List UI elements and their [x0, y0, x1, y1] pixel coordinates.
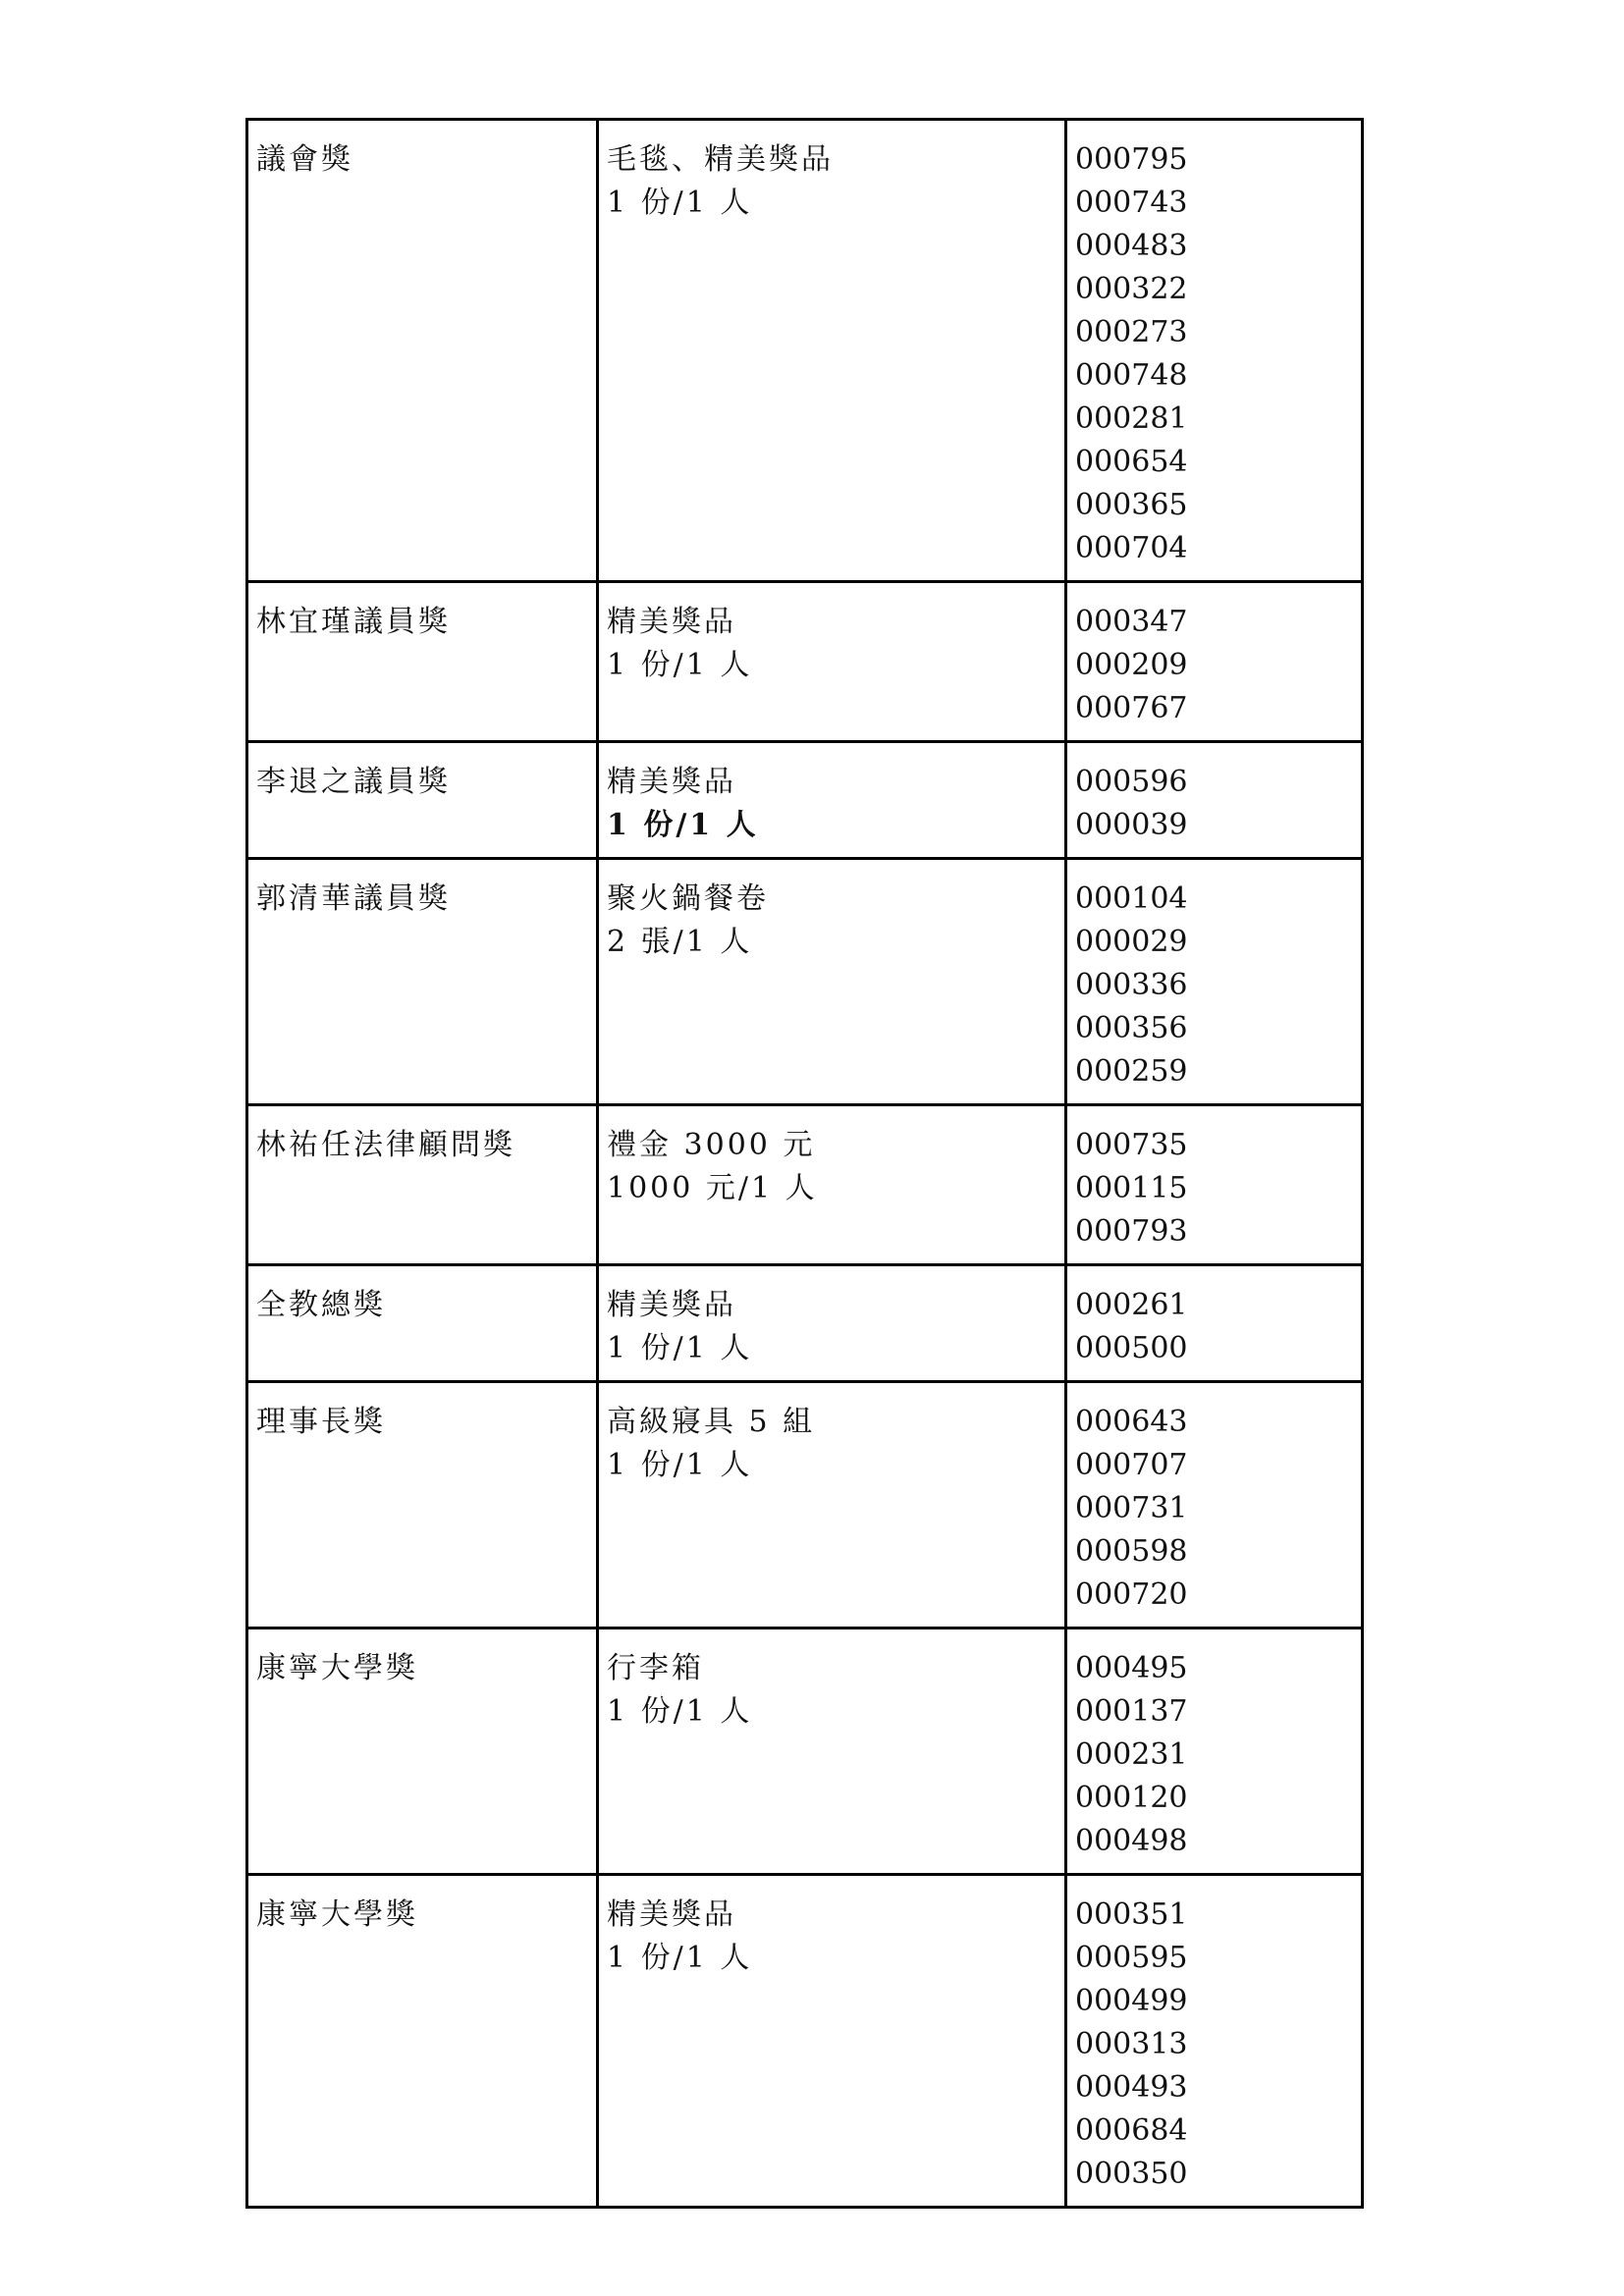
table-row [247, 742, 1363, 859]
prize-item: 高級寢具 5 組 [607, 1405, 816, 1439]
winning-number: 000684 [1075, 2113, 1188, 2148]
winning-number: 000499 [1075, 1984, 1188, 2018]
table-row [247, 1382, 1363, 1629]
winning-number: 000137 [1075, 1694, 1188, 1729]
award-name: 李退之議員獎 [256, 765, 451, 799]
award-name-cell [247, 120, 598, 582]
winning-number: 000259 [1075, 1054, 1188, 1089]
prize-table [245, 118, 1364, 2209]
winning-number: 000720 [1075, 1577, 1188, 1612]
award-name-cell [247, 1629, 598, 1875]
winning-numbers-cell [1066, 582, 1363, 742]
winning-number: 000261 [1075, 1288, 1188, 1322]
prize-quantity: 1 份/1 人 [607, 1694, 753, 1729]
award-name: 郭清華議員獎 [256, 881, 451, 916]
winning-number: 000029 [1075, 925, 1188, 959]
winning-numbers-cell [1066, 1105, 1363, 1265]
award-name: 議會獎 [256, 142, 353, 177]
winning-numbers-cell [1066, 1265, 1363, 1382]
prize-item: 精美獎品 [607, 1288, 736, 1322]
winning-numbers-cell [1066, 1875, 1363, 2208]
winning-numbers-cell [1066, 859, 1363, 1105]
prize-item: 毛毯、精美獎品 [607, 142, 834, 177]
award-name-cell [247, 1875, 598, 2208]
award-name: 林祐任法律顧問獎 [256, 1128, 515, 1162]
winning-number: 000313 [1075, 2027, 1188, 2061]
winning-numbers-cell [1066, 1629, 1363, 1875]
winning-number: 000493 [1075, 2070, 1188, 2105]
winning-numbers-cell [1066, 1382, 1363, 1629]
prize-item: 行李箱 [607, 1651, 704, 1685]
prize-cell [598, 582, 1066, 742]
table-row [247, 1875, 1363, 2208]
award-name-cell [247, 1105, 598, 1265]
prize-item: 精美獎品 [607, 765, 736, 799]
prize-quantity: 1 份/1 人 [607, 186, 753, 220]
winning-number: 000595 [1075, 1941, 1188, 1975]
award-name: 理事長獎 [256, 1405, 386, 1439]
table-row [247, 1265, 1363, 1382]
prize-cell [598, 859, 1066, 1105]
winning-number: 000735 [1075, 1128, 1188, 1162]
award-name: 林宜瑾議員獎 [256, 605, 451, 639]
winning-number: 000115 [1075, 1171, 1188, 1205]
prize-quantity: 1 份/1 人 [607, 648, 753, 682]
winning-numbers-cell [1066, 742, 1363, 859]
winning-number: 000347 [1075, 605, 1188, 639]
award-name: 康寧大學獎 [256, 1651, 418, 1685]
prize-cell [598, 742, 1066, 859]
winning-number: 000767 [1075, 691, 1188, 725]
winning-number: 000350 [1075, 2157, 1188, 2191]
award-name: 全教總獎 [256, 1288, 386, 1322]
winning-number: 000707 [1075, 1448, 1188, 1482]
winning-number: 000795 [1075, 142, 1188, 177]
winning-number: 000209 [1075, 648, 1188, 682]
winning-number: 000351 [1075, 1897, 1188, 1932]
award-name-cell [247, 582, 598, 742]
winning-number: 000498 [1075, 1824, 1188, 1858]
winning-number: 000365 [1075, 488, 1188, 522]
prize-item: 禮金 3000 元 [607, 1128, 816, 1162]
table-row [247, 1629, 1363, 1875]
winning-numbers-cell [1066, 120, 1363, 582]
prize-cell [598, 1875, 1066, 2208]
table-row [247, 582, 1363, 742]
prize-cell [598, 1629, 1066, 1875]
award-name-cell [247, 1265, 598, 1382]
prize-quantity: 2 張/1 人 [607, 925, 753, 959]
award-name: 康寧大學獎 [256, 1897, 418, 1932]
winning-number: 000495 [1075, 1651, 1188, 1685]
prize-cell [598, 120, 1066, 582]
prize-item: 精美獎品 [607, 1897, 736, 1932]
prize-cell [598, 1105, 1066, 1265]
winning-number: 000281 [1075, 401, 1188, 436]
winning-number: 000039 [1075, 808, 1188, 842]
winning-number: 000654 [1075, 445, 1188, 479]
winning-number: 000120 [1075, 1781, 1188, 1815]
winning-number: 000500 [1075, 1331, 1188, 1365]
winning-number: 000793 [1075, 1214, 1188, 1249]
award-name-cell [247, 859, 598, 1105]
winning-number: 000483 [1075, 229, 1188, 263]
winning-number: 000704 [1075, 531, 1188, 565]
prize-quantity: 1 份/1 人 [607, 1941, 753, 1975]
prize-item: 精美獎品 [607, 605, 736, 639]
winning-number: 000104 [1075, 881, 1188, 916]
winning-number: 000273 [1075, 315, 1188, 349]
winning-number: 000643 [1075, 1405, 1188, 1439]
winning-number: 000598 [1075, 1534, 1188, 1569]
winning-number: 000731 [1075, 1491, 1188, 1525]
winning-number: 000743 [1075, 186, 1188, 220]
table-row [247, 859, 1363, 1105]
table-row [247, 120, 1363, 582]
winning-number: 000356 [1075, 1011, 1188, 1045]
prize-quantity: 1 份/1 人 [607, 808, 759, 842]
table-row [247, 1105, 1363, 1265]
winning-number: 000596 [1075, 765, 1188, 799]
prize-quantity: 1 份/1 人 [607, 1448, 753, 1482]
award-name-cell [247, 742, 598, 859]
prize-item: 聚火鍋餐卷 [607, 881, 769, 916]
prize-cell [598, 1265, 1066, 1382]
winning-number: 000322 [1075, 272, 1188, 306]
prize-quantity: 1 份/1 人 [607, 1331, 753, 1365]
prize-cell [598, 1382, 1066, 1629]
award-name-cell [247, 1382, 598, 1629]
winning-number: 000748 [1075, 358, 1188, 393]
prize-quantity: 1000 元/1 人 [607, 1171, 818, 1205]
winning-number: 000231 [1075, 1737, 1188, 1772]
winning-number: 000336 [1075, 968, 1188, 1002]
